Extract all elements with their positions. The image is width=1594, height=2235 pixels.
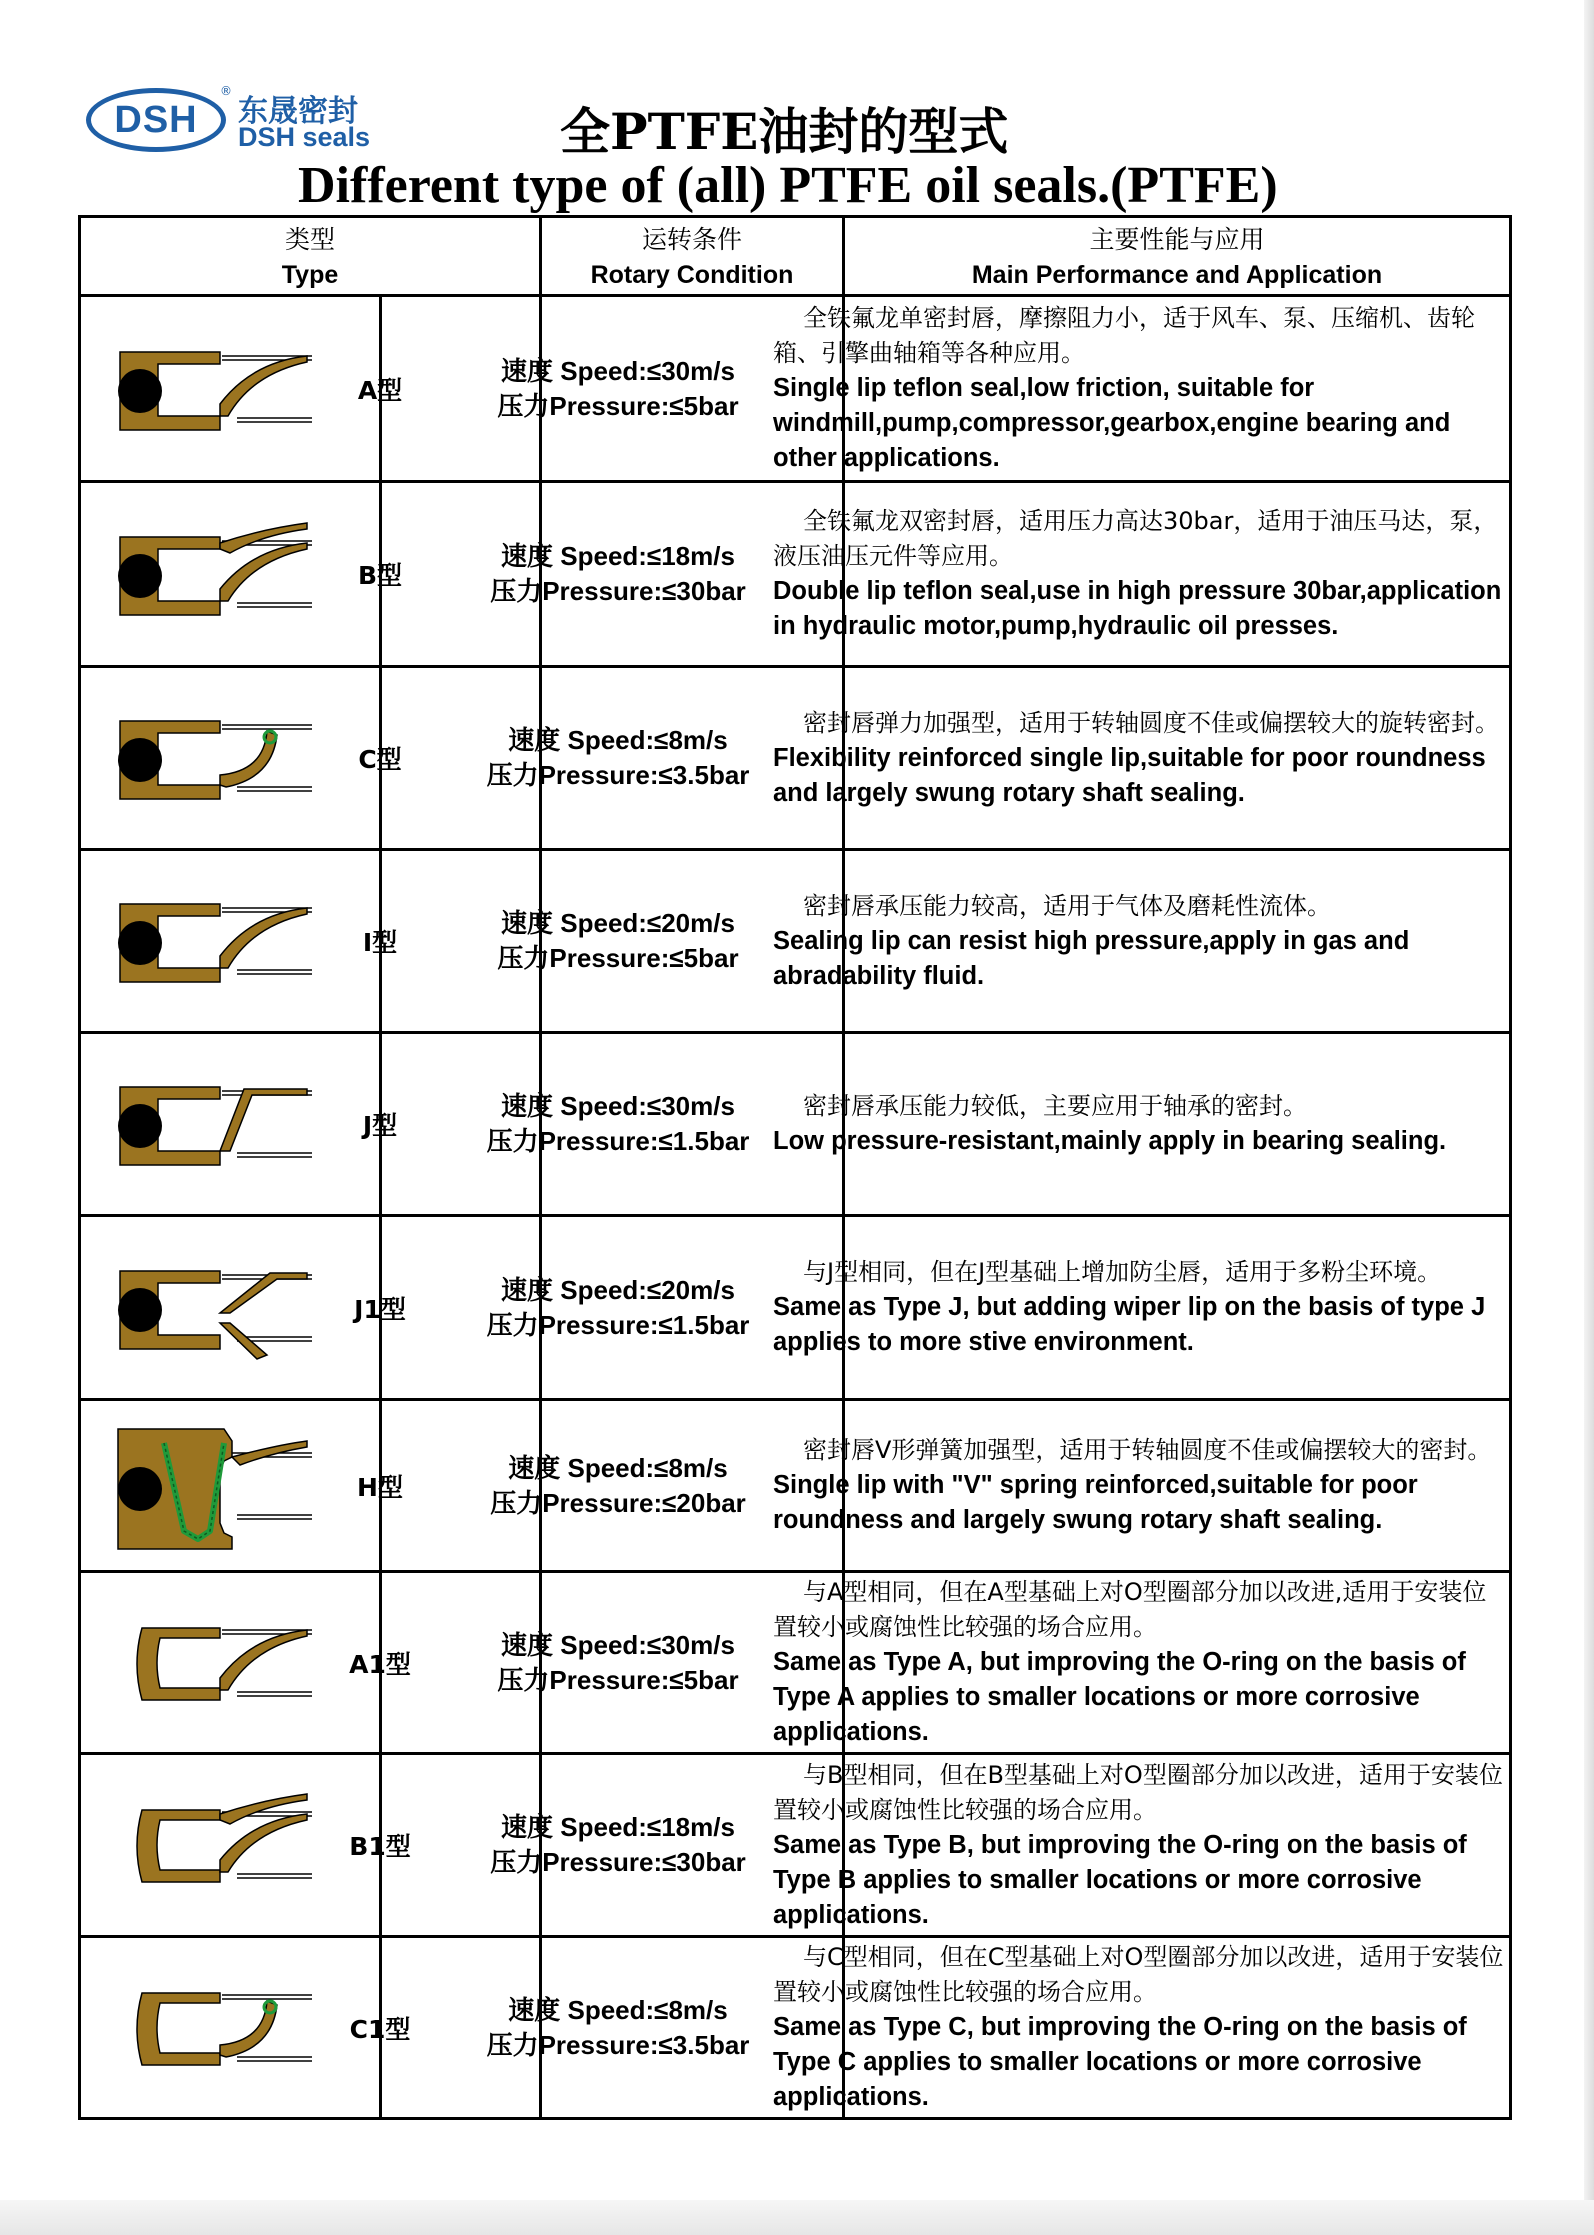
o-ring	[118, 1104, 162, 1148]
application-text-cn: 与J型相同，但在J型基础上增加防尘唇，适用于多粉尘环境。	[803, 1258, 1442, 1286]
application-description	[773, 855, 1507, 1027]
o-ring	[118, 921, 162, 965]
seal-type-label: B型	[357, 561, 403, 590]
header-condition	[542, 218, 842, 296]
speed-limit: 速度 Speed:≤8m/s	[508, 1994, 728, 2025]
application-text-en: Same as Type B, but improving the O-ring on the basis of Type B applies to smaller locations or more corrosive applications.	[773, 1830, 1467, 1929]
table-row	[78, 1938, 1512, 2117]
table-row	[78, 1755, 1512, 1935]
application-text-cn: 与A型相同，但在A型基础上对O型圈部分加以改进,适用于安装位置较小或腐蚀性比较强的场合应用。	[773, 1578, 1487, 1641]
table-row	[78, 1034, 1512, 1214]
seal-type-label: B1型	[349, 1832, 411, 1861]
o-ring	[118, 369, 162, 413]
type-c-seal-figure	[102, 683, 312, 833]
application-text-cn: 密封唇承压能力较高，适用于气体及磨耗性流体。	[803, 891, 1331, 920]
registered-mark: ®	[220, 84, 232, 98]
o-ring	[118, 738, 162, 782]
application-text-en: Low pressure-resistant,mainly apply in bearing sealing.	[773, 1127, 1447, 1155]
seal-type-label: H型	[357, 1472, 403, 1502]
logo-english-name: DSH seals	[238, 122, 371, 152]
pressure-limit: 压力Pressure:≤30bar	[490, 1847, 746, 1877]
application-text-en: Single lip with "V" spring reinforced,suitable for poor roundness and largely swung rotary shaft sealing.	[773, 1471, 1418, 1534]
seal-lip	[220, 731, 277, 787]
pressure-limit: 压力Pressure:≤5bar	[497, 390, 739, 421]
application-description	[773, 301, 1507, 476]
logo-chinese-name: 东晟密封	[238, 94, 358, 129]
pressure-limit: 压力Pressure:≤1.5bar	[486, 1126, 750, 1156]
seal-type-label: C1型	[349, 2014, 411, 2044]
seal-lip	[220, 908, 307, 968]
type-a-seal-figure	[102, 314, 312, 464]
type-c1-seal-figure	[102, 1953, 312, 2103]
speed-limit: 速度 Speed:≤20m/s	[501, 908, 735, 938]
application-text-en: Double lip teflon seal,use in high pressure 30bar,application in hydraulic motor,pump,hydraulic oil presses.	[773, 577, 1502, 640]
speed-limit: 速度 Speed:≤30m/s	[501, 355, 735, 386]
seal-body	[137, 1993, 220, 2065]
seal-type-label: A1型	[349, 1649, 411, 1679]
table-row	[78, 668, 1512, 848]
seal-lip	[220, 2001, 277, 2057]
application-text-en: Same as Type J, but adding wiper lip on the basis of type J applies to more stive environment.	[773, 1293, 1486, 1356]
pressure-limit: 压力Pressure:≤20bar	[490, 1487, 746, 1518]
table-row	[78, 851, 1512, 1031]
o-ring	[118, 1288, 162, 1332]
speed-limit: 速度 Speed:≤20m/s	[501, 1274, 735, 1305]
application-description	[773, 1221, 1507, 1394]
type-b1-seal-figure	[102, 1770, 312, 1920]
pressure-limit: 压力Pressure:≤5bar	[497, 943, 739, 973]
application-text-cn: 与C型相同，但在C型基础上对O型圈部分加以改进，适用于安装位置较小或腐蚀性比较强的场合应用。	[773, 1943, 1504, 2006]
header-type	[81, 218, 539, 296]
rotary-condition	[467, 1273, 769, 1343]
rotary-condition	[467, 1993, 769, 2063]
speed-limit: 速度 Speed:≤8m/s	[508, 725, 728, 755]
o-ring	[118, 1467, 162, 1511]
rotary-condition	[467, 1810, 769, 1880]
speed-limit: 速度 Speed:≤8m/s	[508, 1452, 728, 1483]
rotary-condition	[467, 1451, 769, 1521]
table-row	[78, 1217, 1512, 1398]
table-row	[78, 483, 1512, 665]
header-application-en: Main Performance and Application	[971, 261, 1383, 289]
page-edge-shadow	[1584, 0, 1594, 2235]
rotary-condition	[467, 723, 769, 793]
application-text-cn: 全铁氟龙单密封唇，摩擦阻力小，适于风车、泵、压缩机、齿轮箱、引擎曲轴箱等各种应用。	[773, 304, 1475, 367]
seal-type-label: C型	[358, 745, 402, 774]
application-description	[773, 1405, 1507, 1566]
type-a1-seal-figure	[102, 1588, 312, 1738]
rotary-condition	[467, 539, 769, 609]
seal-type-label: A型	[357, 375, 403, 405]
application-text-cn: 密封唇承压能力较低，主要应用于轴承的密封。	[803, 1092, 1307, 1120]
application-description	[773, 1759, 1507, 1931]
seal-types-table	[78, 215, 1512, 2120]
type-j1-seal-figure	[102, 1233, 312, 1383]
application-description	[773, 487, 1507, 661]
seal-lip	[220, 356, 307, 416]
seal-body	[137, 1628, 220, 1700]
type-b-seal-figure	[102, 499, 312, 649]
type-h-seal-figure	[102, 1411, 312, 1561]
rotary-condition	[467, 1089, 769, 1159]
application-description	[773, 1577, 1507, 1748]
table-row	[78, 1401, 1512, 1570]
type-j-seal-figure	[102, 1049, 312, 1199]
application-text-en: Same as Type A, but improving the O-ring on the basis of Type A applies to smaller locations or more corrosive applications.	[773, 1648, 1466, 1746]
logo-letters: DSH	[114, 99, 198, 141]
speed-limit: 速度 Speed:≤30m/s	[501, 1629, 735, 1660]
table-row	[78, 1573, 1512, 1752]
rotary-condition	[467, 354, 769, 424]
o-ring	[118, 554, 162, 598]
rotary-condition	[467, 1628, 769, 1698]
type-i-seal-figure	[102, 866, 312, 1016]
application-description	[773, 1942, 1507, 2113]
application-text-cn: 全铁氟龙双密封唇，适用压力高达30bar，适用于油压马达，泵，液压油压元件等应用。	[773, 507, 1498, 570]
application-text-cn: 与B型相同，但在B型基础上对O型圈部分加以改进，适用于安装位置较小或腐蚀性比较强的场合应用。	[773, 1760, 1503, 1824]
seal-lip	[220, 1630, 307, 1690]
seal-type-label: J1型	[354, 1294, 406, 1324]
seal-type-label: J型	[362, 1111, 398, 1140]
page-bottom-shadow	[0, 2200, 1594, 2235]
seal-body	[137, 1810, 220, 1882]
shaft-line	[222, 1453, 312, 1519]
speed-limit: 速度 Speed:≤30m/s	[501, 1091, 735, 1121]
speed-limit: 速度 Speed:≤18m/s	[501, 1812, 735, 1842]
header-application	[845, 218, 1509, 296]
pressure-limit: 压力Pressure:≤3.5bar	[486, 2029, 750, 2060]
application-text-cn: 密封唇V形弹簧加强型，适用于转轴圆度不佳或偏摆较大的密封。	[803, 1436, 1492, 1464]
pressure-limit: 压力Pressure:≤30bar	[490, 576, 746, 606]
rotary-condition	[467, 906, 769, 976]
application-text-en: Sealing lip can resist high pressure,apply in gas and abradability fluid.	[773, 926, 1410, 990]
pressure-limit: 压力Pressure:≤1.5bar	[486, 1309, 750, 1340]
header-condition-cn: 运转条件	[641, 226, 742, 254]
application-description	[773, 1038, 1507, 1210]
page-title-chinese: 全PTFE油封的型式	[560, 102, 1009, 161]
table-row	[78, 297, 1512, 480]
pressure-limit: 压力Pressure:≤5bar	[497, 1664, 739, 1695]
seal-lip	[220, 1089, 307, 1151]
header-type-en: Type	[281, 261, 339, 289]
speed-limit: 速度 Speed:≤18m/s	[501, 541, 735, 571]
header-application-cn: 主要性能与应用	[1089, 226, 1265, 254]
application-text-en: Single lip teflon seal,low friction, suitable for windmill,pump,compressor,gearbox,engine bearing and other applications.	[773, 374, 1451, 472]
company-logo	[86, 80, 386, 160]
pressure-limit: 压力Pressure:≤3.5bar	[486, 760, 750, 790]
header-type-cn: 类型	[284, 226, 335, 254]
application-description	[773, 672, 1507, 844]
table-row-divider	[78, 215, 1512, 218]
table-row-divider	[78, 2117, 1512, 2120]
page-title-english: Different type of (all) PTFE oil seals.(PTFE)	[298, 157, 1278, 214]
application-text-cn: 密封唇弹力加强型，适用于转轴圆度不佳或偏摆较大的旋转密封。	[803, 708, 1499, 737]
application-text-en: Flexibility reinforced single lip,suitable for poor roundness and largely swung rotary shaft sealing.	[773, 743, 1486, 807]
header-condition-en: Rotary Condition	[590, 261, 794, 289]
seal-type-label: I型	[362, 928, 398, 957]
application-text-en: Same as Type C, but improving the O-ring on the basis of Type C applies to smaller locations or more corrosive applications.	[773, 2013, 1467, 2111]
